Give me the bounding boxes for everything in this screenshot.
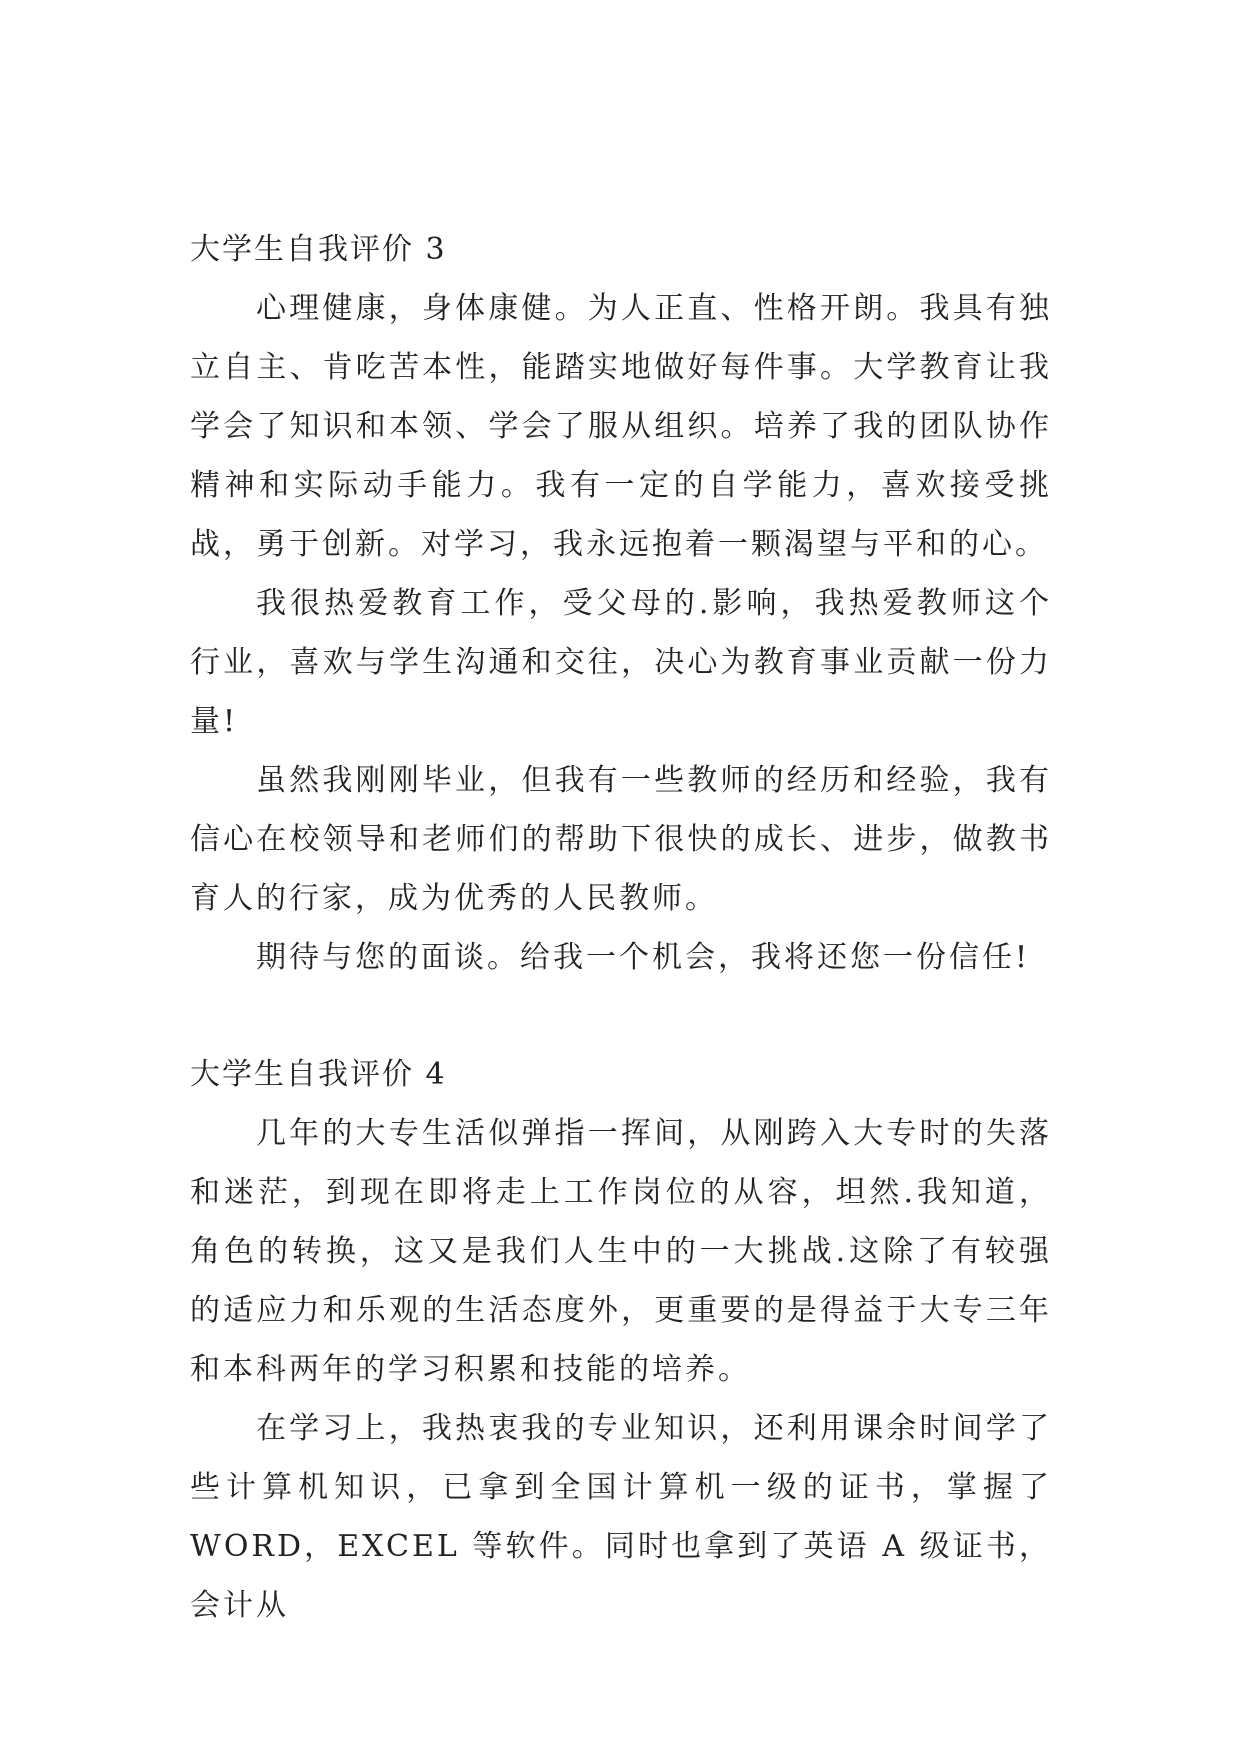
section-3-title: 大学生自我评价 3 (190, 232, 447, 267)
document-body (190, 220, 1052, 1635)
section-3-paragraph-1: 心理健康，身体康健。为人正直、性格开朗。我具有独立自主、肯吃苦本性，能踏实地做好每件事。大学教育让我学会了知识和本领、学会了服从组织。培养了我的团队协作精神和实际动手能力。我有一定的自学能力，喜欢接受挑战，勇于创新。对学习，我永远抱着一颗渴望与平和的心。 (190, 291, 1052, 562)
section-3-paragraph-2: 我很热爱教育工作，受父母的.影响，我热爱教师这个行业，喜欢与学生沟通和交往，决心为教育事业贡献一份力量! (190, 586, 1052, 739)
section-gap (190, 987, 1052, 1045)
section-4-paragraph-1: 几年的大专生活似弹指一挥间，从刚跨入大专时的失落和迷茫，到现在即将走上工作岗位的从容，坦然.我知道，角色的转换，这又是我们人生中的一大挑战.这除了有较强的适应力和乐观的生活态度外，更重要的是得益于大专三年和本科两年的学习积累和技能的培养。 (190, 1116, 1052, 1387)
section-3-paragraph-4: 期待与您的面谈。给我一个机会，我将还您一份信任! (256, 940, 1031, 975)
section-4-title: 大学生自我评价 4 (190, 1057, 447, 1092)
section-4-paragraph-2: 在学习上，我热衷我的专业知识，还利用课余时间学了些计算机知识，已拿到全国计算机一级的证书，掌握了WORD，EXCEL 等软件。同时也拿到了英语 A 级证书，会计从 (190, 1411, 1052, 1623)
section-3-paragraph-3: 虽然我刚刚毕业，但我有一些教师的经历和经验，我有信心在校领导和老师们的帮助下很快的成长、进步，做教书育人的行家，成为优秀的人民教师。 (190, 763, 1052, 916)
